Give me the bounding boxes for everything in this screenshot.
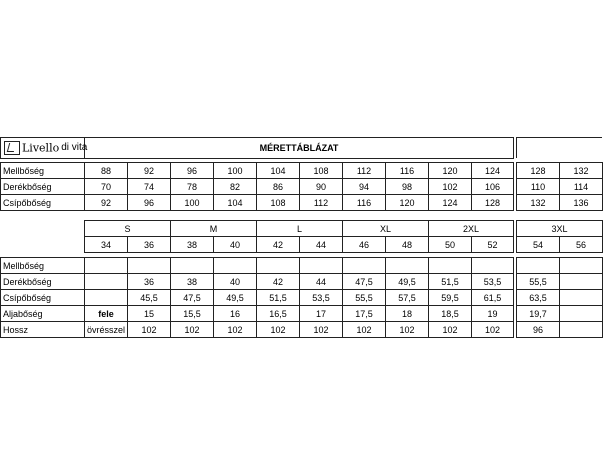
table-cell: 42	[257, 274, 300, 290]
logo-icon	[4, 141, 20, 155]
size-number: 38	[171, 237, 214, 253]
size-number: 44	[300, 237, 343, 253]
table-cell: 104	[257, 163, 300, 179]
table-cell: 47,5	[343, 274, 386, 290]
body-measurements-extra-table	[516, 162, 603, 211]
table-cell: 59,5	[429, 290, 472, 306]
brand-suffix: di vita	[61, 142, 88, 154]
table-cell: 124	[472, 163, 514, 179]
size-group-header: XL	[343, 221, 429, 237]
table-cell: 102	[171, 322, 214, 338]
table-cell: 106	[472, 179, 514, 195]
size-number: 36	[128, 237, 171, 253]
table-cell: 49,5	[214, 290, 257, 306]
size-number-row	[517, 237, 603, 253]
table-cell	[300, 258, 343, 274]
size-number: 48	[386, 237, 429, 253]
page-title: MÉRETTÁBLÁZAT	[85, 138, 514, 159]
table-cell	[85, 274, 128, 290]
table-cell: 53,5	[472, 274, 514, 290]
table-cell: 136	[560, 195, 603, 211]
row-label: Mellbőség	[1, 258, 85, 274]
row-label: Mellbőség	[1, 163, 85, 179]
table-cell: 112	[343, 163, 386, 179]
table-cell: 49,5	[386, 274, 429, 290]
table-row	[1, 290, 514, 306]
size-number: 40	[214, 237, 257, 253]
table-cell: 51,5	[429, 274, 472, 290]
header-table	[0, 137, 514, 159]
table-cell	[171, 258, 214, 274]
blank-cell	[1, 221, 85, 253]
size-number: 52	[472, 237, 514, 253]
table-row	[517, 195, 603, 211]
table-cell: 78	[171, 179, 214, 195]
table-cell	[257, 258, 300, 274]
table-cell: 63,5	[517, 290, 560, 306]
row-label: Hossz	[1, 322, 85, 338]
table-cell	[429, 258, 472, 274]
table-cell: 124	[429, 195, 472, 211]
table-row	[517, 290, 603, 306]
table-cell: 102	[343, 322, 386, 338]
table-cell: 102	[300, 322, 343, 338]
row-label: Csípőbőség	[1, 195, 85, 211]
table-row	[517, 306, 603, 322]
table-cell: 86	[257, 179, 300, 195]
table-cell: 38	[171, 274, 214, 290]
table-row	[1, 163, 514, 179]
table-cell: 102	[472, 322, 514, 338]
table-cell: 102	[214, 322, 257, 338]
table-cell: 44	[300, 274, 343, 290]
table-cell: 57,5	[386, 290, 429, 306]
table-cell	[560, 290, 603, 306]
table-cell: 128	[517, 163, 560, 179]
table-cell: 102	[429, 322, 472, 338]
table-cell	[85, 258, 128, 274]
table-row	[1, 258, 514, 274]
table-cell: 51,5	[257, 290, 300, 306]
header-table-extra	[516, 137, 602, 158]
row-qualifier: fele	[85, 306, 128, 322]
table-cell: 45,5	[128, 290, 171, 306]
table-row	[517, 274, 603, 290]
table-cell: 120	[386, 195, 429, 211]
table-cell: 102	[257, 322, 300, 338]
table-row	[517, 163, 603, 179]
table-cell: 128	[472, 195, 514, 211]
table-cell: 132	[560, 163, 603, 179]
table-cell: 98	[386, 179, 429, 195]
table-cell: 55,5	[343, 290, 386, 306]
row-label: Aljabőség	[1, 306, 85, 322]
table-cell	[386, 258, 429, 274]
table-cell	[128, 258, 171, 274]
table-cell: 100	[214, 163, 257, 179]
table-cell: 100	[171, 195, 214, 211]
table-cell: 92	[128, 163, 171, 179]
table-row	[1, 322, 514, 338]
table-cell: 82	[214, 179, 257, 195]
table-cell: 94	[343, 179, 386, 195]
table-cell: 70	[85, 179, 128, 195]
table-cell: 96	[517, 322, 560, 338]
table-cell: 18,5	[429, 306, 472, 322]
table-cell	[560, 274, 603, 290]
table-cell: 61,5	[472, 290, 514, 306]
size-number: 50	[429, 237, 472, 253]
table-row	[1, 195, 514, 211]
table-cell: 102	[128, 322, 171, 338]
size-group-header: 2XL	[429, 221, 514, 237]
header-extra-cell	[517, 138, 603, 159]
row-label: Derékbőség	[1, 274, 85, 290]
table-cell: 104	[214, 195, 257, 211]
table-cell: 88	[85, 163, 128, 179]
table-cell: 132	[517, 195, 560, 211]
row-qualifier: övrésszel	[85, 322, 128, 338]
table-cell: 36	[128, 274, 171, 290]
table-cell	[214, 258, 257, 274]
table-row	[1, 306, 514, 322]
size-group-header: S	[85, 221, 171, 237]
table-cell: 90	[300, 179, 343, 195]
table-cell: 92	[85, 195, 128, 211]
size-group-row	[1, 221, 514, 237]
row-label: Csípőbőség	[1, 290, 85, 306]
table-cell: 108	[300, 163, 343, 179]
size-group-header: M	[171, 221, 257, 237]
table-cell: 114	[560, 179, 603, 195]
table-cell: 120	[429, 163, 472, 179]
size-group-header: 3XL	[517, 221, 603, 237]
table-row	[1, 274, 514, 290]
body-measurements-table	[0, 162, 514, 211]
table-cell: 53,5	[300, 290, 343, 306]
size-number: 42	[257, 237, 300, 253]
table-cell: 116	[386, 163, 429, 179]
size-group-header: L	[257, 221, 343, 237]
table-cell	[85, 290, 128, 306]
table-cell: 19,7	[517, 306, 560, 322]
table-cell: 16	[214, 306, 257, 322]
table-cell: 16,5	[257, 306, 300, 322]
table-cell: 96	[128, 195, 171, 211]
table-cell: 40	[214, 274, 257, 290]
table-cell: 18	[386, 306, 429, 322]
table-cell: 74	[128, 179, 171, 195]
table-cell: 108	[257, 195, 300, 211]
table-row	[517, 179, 603, 195]
table-cell	[560, 306, 603, 322]
table-cell: 15	[128, 306, 171, 322]
table-cell: 102	[386, 322, 429, 338]
size-number: 56	[560, 237, 603, 253]
table-row	[1, 179, 514, 195]
table-cell	[343, 258, 386, 274]
table-cell: 17	[300, 306, 343, 322]
brand-name: Livello	[22, 141, 60, 155]
table-cell: 55,5	[517, 274, 560, 290]
table-cell	[560, 258, 603, 274]
table-cell: 17,5	[343, 306, 386, 322]
table-cell: 110	[517, 179, 560, 195]
table-cell: 102	[429, 179, 472, 195]
size-number: 46	[343, 237, 386, 253]
table-row	[517, 258, 603, 274]
table-cell: 19	[472, 306, 514, 322]
table-row	[517, 322, 603, 338]
brand-logo	[1, 138, 88, 159]
table-cell	[560, 322, 603, 338]
size-number: 34	[85, 237, 128, 253]
table-cell: 112	[300, 195, 343, 211]
table-cell: 15,5	[171, 306, 214, 322]
size-group-row	[517, 221, 603, 237]
size-chart-extra-table	[516, 220, 603, 338]
table-cell	[472, 258, 514, 274]
table-cell: 116	[343, 195, 386, 211]
size-number: 54	[517, 237, 560, 253]
table-cell: 96	[171, 163, 214, 179]
size-chart-table	[0, 220, 514, 338]
row-label: Derékbőség	[1, 179, 85, 195]
table-cell	[517, 258, 560, 274]
table-cell: 47,5	[171, 290, 214, 306]
